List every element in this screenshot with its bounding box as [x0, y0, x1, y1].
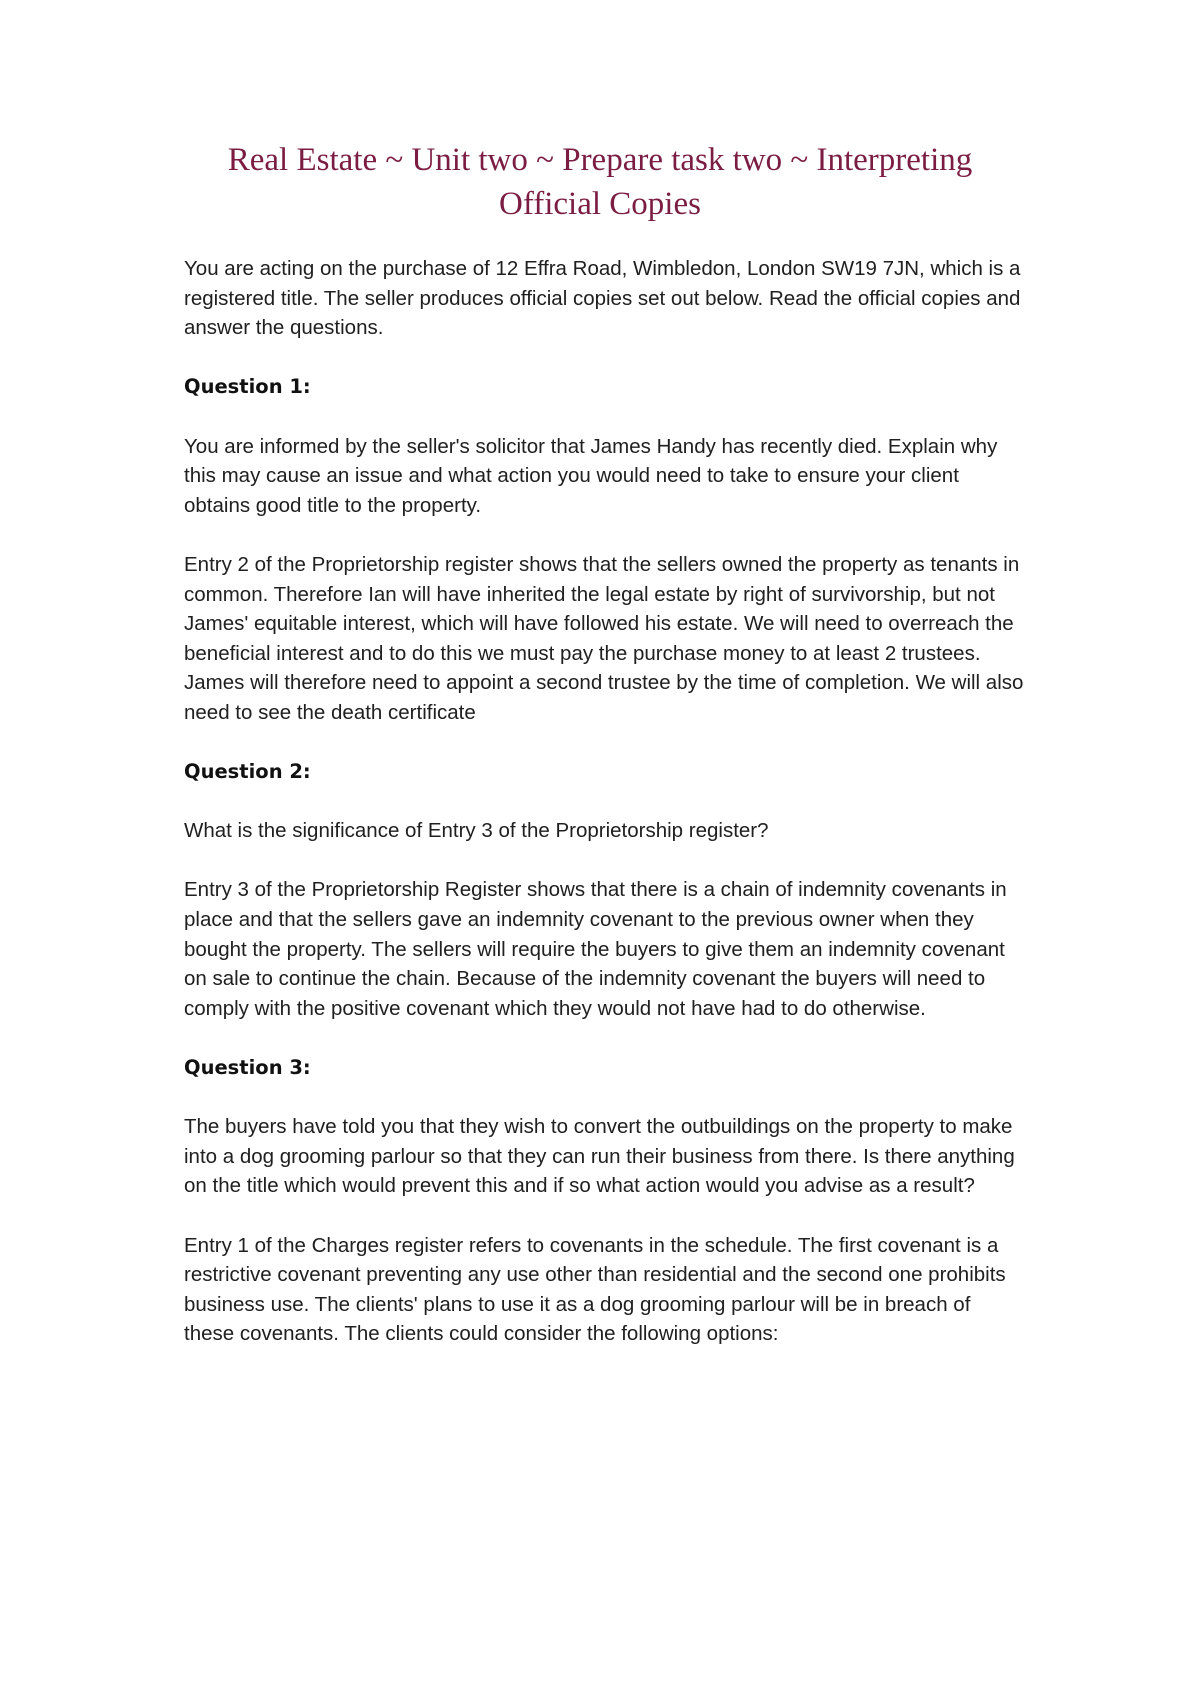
document-body [184, 254, 1024, 1379]
question-1-prompt: You are informed by the seller's solicitor that James Handy has recently died. Explain why this may cause an issue and what action you would need to take to ensure your client obtains good title to the property. [184, 434, 998, 517]
question-1-answer: Entry 2 of the Proprietorship register shows that the sellers owned the property as tenants in common. Therefore Ian will have inherited the legal estate by right of survivorship, but not James' equitable interest, which will have followed his estate. We will need to overreach the beneficial interest and to do this we must pay the purchase money to at least 2 trustees. James will therefore need to appoint a second trustee by the time of completion. We will also need to see the death certificate [184, 552, 1024, 724]
question-2-prompt: What is the significance of Entry 3 of the Proprietorship register? [184, 819, 769, 843]
question-3-prompt: The buyers have told you that they wish to convert the outbuildings on the property to make into a dog grooming parlour so that they can run their business from there. Is there anything on the title which would prevent this and if so what action would you advise as a result? [184, 1115, 1015, 1198]
document-title: Real Estate ~ Unit two ~ Prepare task two ~ Interpreting Official Copies [227, 142, 973, 222]
question-2-answer: Entry 3 of the Proprietorship Register shows that there is a chain of indemnity covenants in place and that the sellers gave an indemnity covenant to the previous owner when they bought the property. The sellers will require the buyers to give them an indemnity covenant on sale to continue the chain. Because of the indemnity covenant the buyers will need to comply with the positive covenant which they would not have had to do otherwise. [184, 878, 1007, 1020]
question-3-section [184, 1053, 1024, 1349]
intro-paragraph: You are acting on the purchase of 12 Effra Road, Wimbledon, London SW19 7JN, which is a registered title. The seller produces official copies set out below. Read the official copies and answer the questions. [184, 257, 1021, 340]
question-2-heading: Question 2: [184, 760, 311, 784]
question-3-heading: Question 3: [184, 1056, 311, 1080]
question-1-heading: Question 1: [184, 375, 311, 399]
question-3-answer: Entry 1 of the Charges register refers to covenants in the schedule. The first covenant is a restrictive covenant preventing any use other than residential and the second one prohibits business use. The clients' plans to use it as a dog grooming parlour will be in breach of these covenants. The clients could consider the following options: [184, 1233, 1006, 1346]
question-2-section [184, 757, 1024, 1023]
question-1-section [184, 372, 1024, 727]
